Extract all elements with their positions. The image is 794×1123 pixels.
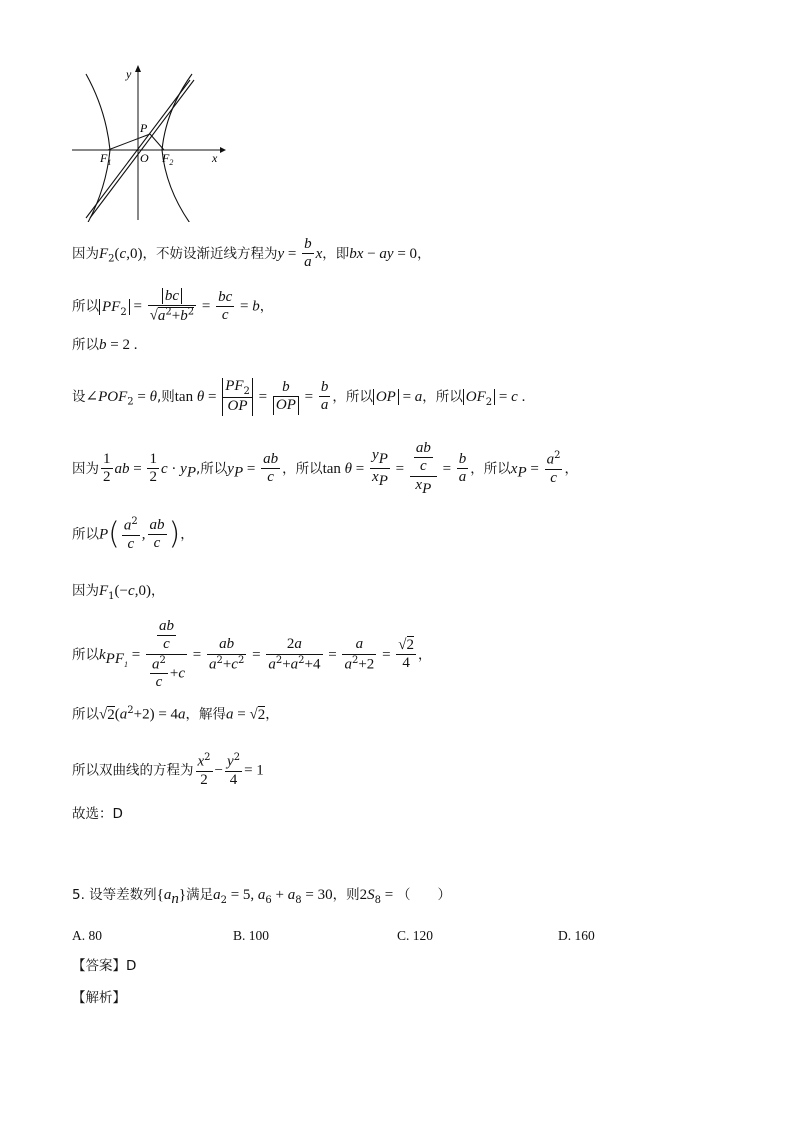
asymptote-second — [90, 80, 194, 218]
segment-p-f2 — [150, 134, 164, 150]
option-d[interactable]: D. 160 — [558, 928, 595, 943]
solution-line-3: 所以b = 2 . — [72, 337, 138, 353]
solution-line-7: 因为$F_1(-c,0)$， — [72, 583, 165, 602]
hyperbola-figure — [70, 62, 230, 222]
solution-line-2: 所以 $PF_2$ = $\frac{bc}{√a^2+b^2}$ = $\frac{bc}{c}$ = b， — [72, 288, 274, 324]
question-5-stem: 5. 设等差数列$\{a_n\}$满足$a_2 = 5$, $a_6 + a_8 = 30$，则$2S_8$ = （ ） — [72, 887, 451, 907]
x-axis-arrow — [220, 147, 226, 153]
hyperbola-left-branch — [86, 74, 110, 222]
label-o: O — [140, 151, 149, 165]
y-axis-arrow — [135, 65, 141, 72]
solution-line-6: 所以P( $\frac{a^2}{c}$ , $\frac{ab}{c}$ )， — [72, 516, 194, 552]
solution-line-1: 因为$F_2(c,0)$，不妨设渐近线方程为y = $\frac{b}{a}$ x，即bx − ay = 0， — [72, 236, 431, 271]
solution-line-4: 设$\angle POF_2 = \theta$,则tan θ = $\frac{PF_2}{OP}$ = $\frac{b}{OP}$ = $\frac{b}{a}$ ，所以 OP = a，所以 $OF_2 = c$ . — [72, 378, 526, 415]
label-x: x — [212, 151, 218, 165]
answer-tag: 【答案】D — [72, 958, 137, 974]
solution-line-8: 所以$k_{PF_1}$ = $\frac{ab}{c}$ $\frac{a^2}{c}$ +c = $\frac{ab}{a^2+c^2}$ = $\frac{2a}{a^2+a^2+4}$ = $\frac{a}{a^2+2}$ = $\frac{√2}{4}$ ， — [72, 618, 432, 691]
label-y: y — [126, 67, 132, 81]
option-a[interactable]: A. 80 — [72, 928, 102, 943]
label-f2: $F_2$ — [162, 151, 174, 167]
option-c[interactable]: C. 120 — [397, 928, 434, 943]
label-p: P — [140, 121, 148, 135]
label-f1: $F_1$ — [100, 151, 112, 167]
solution-line-9: 所以$√2(a^2+2) = 4a$，解得a = √2， — [72, 705, 279, 723]
analysis-tag: 【解析】 — [72, 990, 126, 1006]
option-b[interactable]: B. 100 — [233, 928, 270, 943]
solution-line-5: 因为 $\frac{1}{2}$ ab = $\frac{1}{2}$ $c \cdot y_P$,所以$y_P$ = $\frac{ab}{c}$ ，所以tan θ = $\frac{y_P}{x_P}$ = $\frac{\frac{ab}{c}}{x_P}$ = $\frac{b}{a}$ ，所以$x_P$ = $\frac{a^2}{c}$ ， — [72, 440, 578, 497]
answer-choice-line: 故选：D — [72, 806, 123, 822]
solution-line-10: 所以双曲线的方程为 $\frac{x^2}{2}$ − $\frac{y^2}{4}$ = 1 — [72, 752, 264, 788]
hyperbola-right-branch — [162, 74, 192, 222]
